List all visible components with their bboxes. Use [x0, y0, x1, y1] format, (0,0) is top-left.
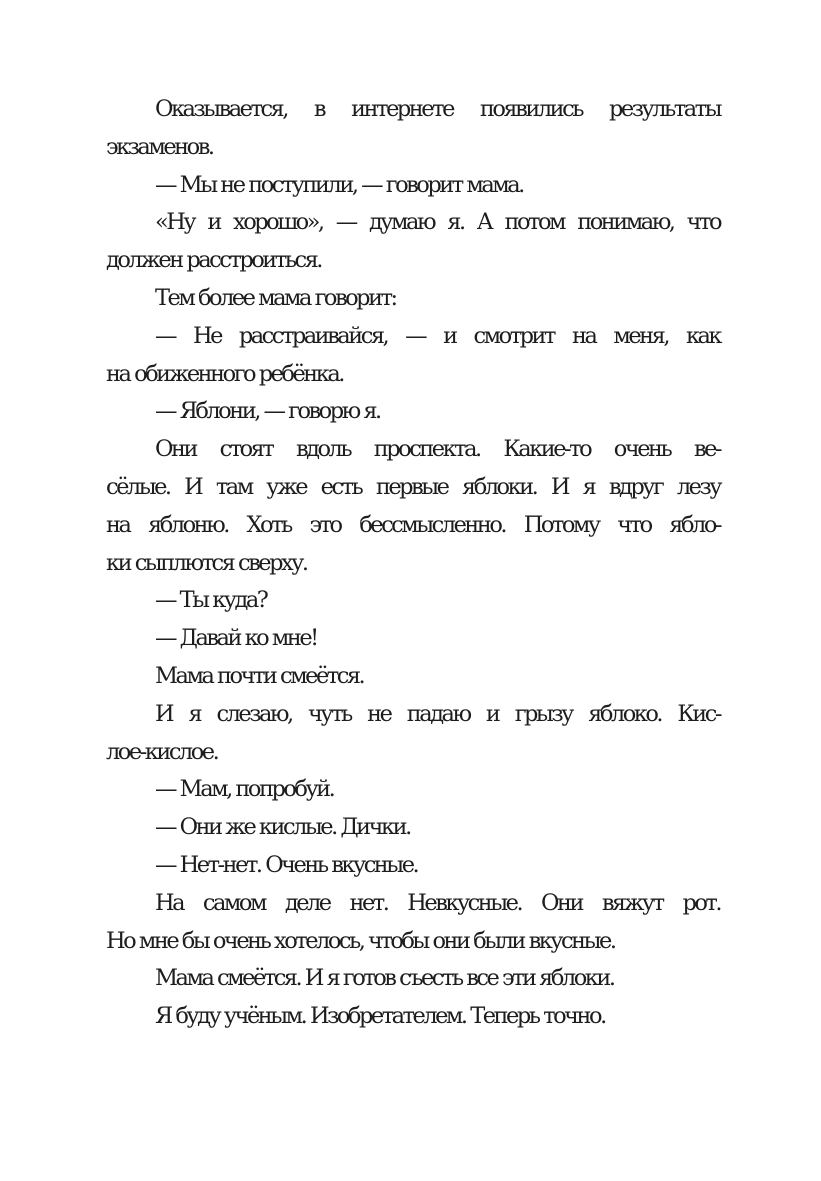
text-line: на обиженного ребёнка.: [106, 360, 343, 387]
text-line: Я буду учёным. Изобретателем. Теперь точно.: [155, 1003, 605, 1030]
text-line: — Ты куда?: [155, 587, 267, 614]
text-line: Мама почти смеётся.: [155, 662, 364, 689]
text-line: — Мы не поступили, — говорит мама.: [155, 171, 523, 198]
paragraph: [106, 318, 720, 394]
paragraph: [106, 847, 720, 885]
text-line: лое-кислое.: [106, 738, 218, 765]
text-line: «Ну и хорошо», — думаю я. А потом понимаю, что: [155, 209, 720, 236]
text-line: — Яблони, — говорю я.: [155, 398, 380, 425]
text-line: — Давай ко мне!: [155, 625, 317, 652]
paragraph: [106, 998, 720, 1036]
paragraph: [106, 885, 720, 961]
text-line: На самом деле нет. Невкусные. Они вяжут рот.: [155, 889, 720, 916]
text-line: Они стоят вдоль проспекта. Какие-то очень ве-: [155, 436, 720, 463]
paragraph: [106, 960, 720, 998]
text-line: ки сыплются сверху.: [106, 549, 307, 576]
body-text: [106, 91, 720, 1036]
text-line: Мама смеётся. И я готов съесть все эти яблоки.: [155, 965, 614, 992]
paragraph: [106, 771, 720, 809]
text-line: Но мне бы очень хотелось, чтобы они были вкусные.: [106, 927, 615, 954]
paragraph: [106, 696, 720, 772]
text-line: И я слезаю, чуть не падаю и грызу яблоко. Кис-: [155, 700, 720, 727]
paragraph: [106, 91, 720, 167]
text-line: — Мам, попробуй.: [155, 776, 334, 803]
text-line: Оказывается, в интернете появились результаты: [155, 96, 720, 122]
text-line: — Не расстраивайся, — и смотрит на меня, как: [155, 322, 720, 349]
paragraph: [106, 280, 720, 318]
text-line: сёлые. И там уже есть первые яблоки. И я вдруг лезу: [106, 473, 720, 500]
paragraph: [106, 167, 720, 205]
paragraph: [106, 393, 720, 431]
text-line: Тем более мама говорит:: [155, 284, 396, 311]
text-line: должен расстроиться.: [106, 247, 321, 274]
paragraph: [106, 809, 720, 847]
text-line: на яблоню. Хоть это бессмысленно. Потому что ябло-: [106, 511, 720, 538]
text-line: — Нет-нет. Очень вкусные.: [155, 851, 418, 878]
paragraph: [106, 204, 720, 280]
paragraph: [106, 620, 720, 658]
text-line: — Они же кислые. Дички.: [155, 814, 410, 841]
paragraph: [106, 582, 720, 620]
text-line: экзаменов.: [106, 133, 213, 160]
paragraph: [106, 658, 720, 696]
paragraph: [106, 431, 720, 582]
